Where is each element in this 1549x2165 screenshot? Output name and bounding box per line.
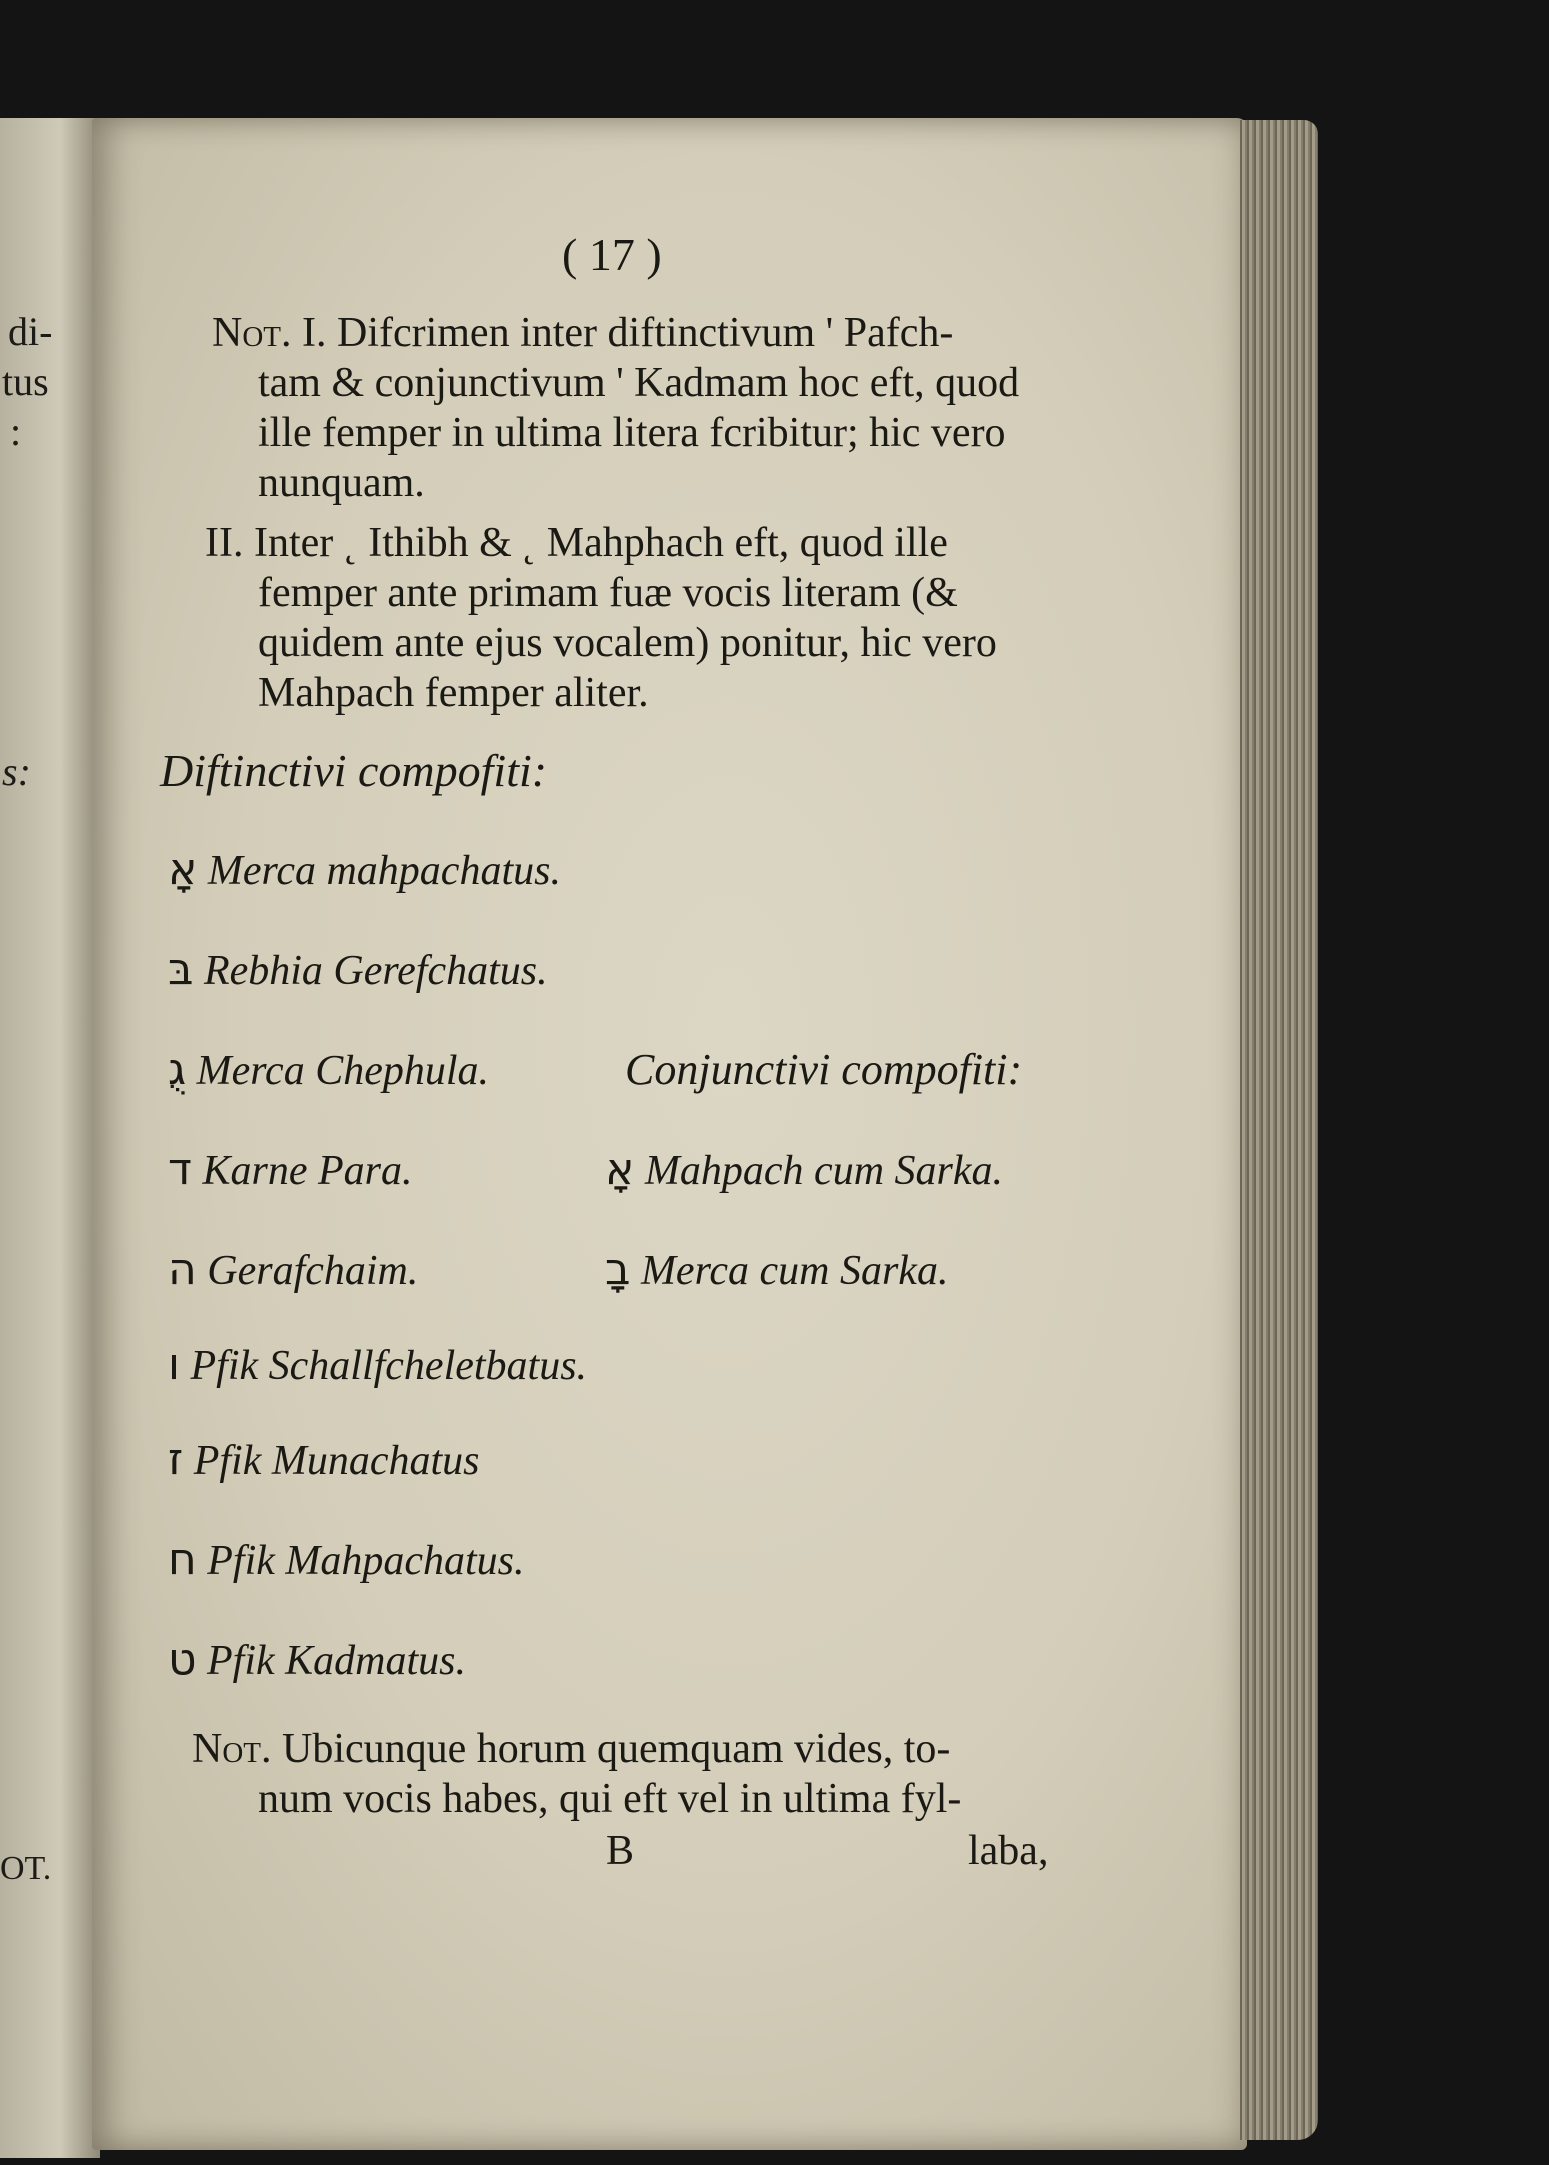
left-fragment: tus (2, 359, 49, 404)
distinctivi-item (168, 844, 561, 895)
item-label: Pfik Munachatus (193, 1438, 480, 1484)
hebrew-glyph: ד (168, 1144, 193, 1195)
conjunctivi-item (605, 1144, 1004, 1195)
item-label: Rebhia Gerefchatus. (203, 948, 548, 994)
item-label: Karne Para. (202, 1148, 413, 1194)
note1-lead: Not. I. (212, 310, 327, 356)
note2-line-2: femper ante primam fuæ vocis literam (& (258, 570, 958, 616)
distinctivi-item (168, 1244, 419, 1295)
item-label: Pfik Kadmatus. (207, 1638, 467, 1684)
hebrew-glyph: אָ (605, 1144, 635, 1195)
note2-lead: II. (205, 520, 244, 566)
distinctivi-item (168, 944, 548, 995)
final-note-lead: Not. (192, 1726, 272, 1772)
note1-line-2: tam & conjunctivum ' Kadmam hoc eft, quod (258, 360, 1020, 406)
note1-line-4: nunquam. (258, 460, 425, 506)
item-label: Pfik Schallfcheletbatus. (190, 1343, 588, 1389)
distinctivi-item (168, 1044, 490, 1095)
hebrew-glyph: בּ (168, 944, 194, 995)
conjunctivi-heading: Conjunctivi compofiti: (625, 1045, 1023, 1094)
distinctivi-item (168, 1434, 480, 1485)
item-label: Merca Chephula. (196, 1048, 490, 1094)
distinctivi-item (168, 1634, 467, 1685)
final-note-line (192, 1728, 950, 1770)
distinctivi-item (168, 1339, 588, 1390)
signature-mark: B (606, 1828, 635, 1874)
hebrew-glyph: בָ (605, 1244, 631, 1295)
hebrew-glyph: ח (168, 1534, 197, 1585)
item-label: Merca mahpachatus. (207, 848, 561, 894)
final-note-line-2: num vocis habes, qui eft vel in ultima fyl- (258, 1776, 962, 1822)
note1-line-3: ille femper in ultima litera fcribitur; hic vero (258, 410, 1006, 456)
hebrew-glyph: ז (168, 1434, 184, 1485)
left-fragment: s: (2, 749, 31, 794)
conjunctivi-item (605, 1244, 949, 1295)
note2-line-3: quidem ante ejus vocalem) ponitur, hic vero (258, 620, 997, 666)
page-number: ( 17 ) (562, 229, 662, 280)
page-edges (1240, 120, 1318, 2140)
item-label: Mahpach cum Sarka. (644, 1148, 1004, 1194)
item-label: Gerafchaim. (207, 1248, 419, 1294)
note2-line-1: Inter ˛ Ithibh & ˛ Mahphach eft, quod ille (253, 520, 948, 566)
distinctivi-item (168, 1534, 525, 1585)
hebrew-glyph: ה (168, 1244, 197, 1295)
note1-line (212, 312, 953, 354)
left-fragment: : (10, 409, 22, 454)
note2-line (205, 522, 948, 564)
hebrew-glyph: ו (168, 1339, 180, 1390)
left-fragment: OT. (0, 1850, 52, 1887)
hebrew-glyph: גֻ (168, 1044, 187, 1095)
note2-line-4: Mahpach femper aliter. (258, 670, 649, 716)
left-fragment: di- (8, 309, 53, 354)
final-note-line-1: Ubicunque horum quemquam vides, to- (282, 1726, 951, 1772)
hebrew-glyph: אָ (168, 844, 198, 895)
distinctivi-item (168, 1144, 413, 1195)
item-label: Pfik Mahpachatus. (207, 1538, 525, 1584)
hebrew-glyph: ט (168, 1634, 197, 1685)
catchword: laba, (968, 1828, 1049, 1874)
item-label: Merca cum Sarka. (640, 1248, 949, 1294)
note1-line-1: Difcrimen inter diftinctivum ' Pafch- (336, 310, 954, 356)
distinctivi-heading: Diftinctivi compofiti: (160, 745, 548, 796)
